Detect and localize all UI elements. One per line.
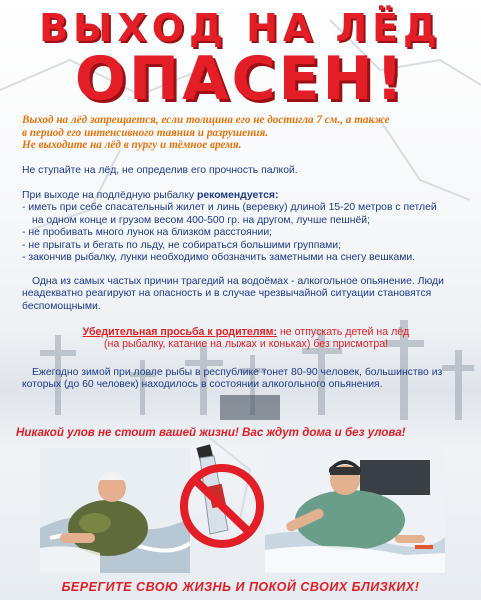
- alcohol-line: неадекватно реагируют на опасность и в случае чрезвычайной ситуации становятся: [22, 288, 432, 300]
- fishing-intro-text: При выходе на подлёдную рыбалку: [22, 190, 195, 201]
- warning-line: в период его интенсивного таяния и разрушения.: [22, 126, 269, 139]
- fishing-intro: [22, 190, 470, 202]
- no-alcohol-sign: [170, 440, 270, 550]
- parents-rest: не отпускать детей на лёд: [277, 326, 410, 338]
- title-line-2: ОПАСЕН!: [74, 44, 407, 114]
- fishing-item: - не пробивать много лунок на близком расстоянии;: [22, 227, 273, 239]
- title-line-1: ВЫХОД НА ЛЁД: [39, 6, 442, 50]
- fishing-recommendations: [22, 190, 470, 264]
- stats-line: которых (до 60 человек) находилось в состоянии алкогольного опьянения.: [22, 379, 383, 391]
- parents-line-1: [22, 326, 470, 338]
- fishing-item: - иметь при себе спасательный жилет и линь (веревку) длиной 15-20 метров с петлей: [22, 202, 437, 214]
- fishing-intro-bold: рекомендуется:: [197, 190, 279, 201]
- warning-line: Не выходите на лёд в пургу и тёмное время.: [22, 139, 242, 151]
- drowning-man-photo-right: [265, 445, 445, 573]
- warning-line: Выход на лёд запрещается, если толщина его не достигла 7 см., а также: [22, 114, 390, 126]
- fishing-item: на одном конце и грузом весом 400-500 гр. на другом, лучше пешнёй;: [32, 214, 370, 226]
- parents-request: [22, 326, 470, 351]
- footer-slogan: БЕРЕГИТЕ СВОЮ ЖИЗНЬ И ПОКОЙ СВОИХ БЛИЗКИХ!: [61, 580, 420, 594]
- fishing-item: - не прыгать и бегать по льду, не собираться большими группами;: [22, 239, 341, 251]
- fishing-item: - закончив рыбалку, лунки необходимо обозначить заметными на снегу вешками.: [22, 252, 416, 264]
- drowning-man-photo-left: [40, 448, 190, 573]
- parents-line-2: (на рыбалку, катание на лыжах и коньках) без присмотра!: [103, 338, 389, 351]
- alcohol-line: беспомощными.: [22, 300, 101, 312]
- stick-advice: Не ступайте на лёд, не определив его прочность палкой.: [22, 165, 298, 176]
- alcohol-line: Одна из самых частых причин трагедий на водоёмах - алкогольное опьянение. Люди: [32, 276, 444, 287]
- ice-warning: [22, 114, 462, 152]
- no-catch-banner: Никакой улов не стоит вашей жизни! Вас ждут дома и без улова!: [16, 426, 406, 439]
- parents-label: Убедительная просьба к родителям:: [82, 326, 278, 338]
- alcohol-paragraph: [22, 276, 470, 313]
- stats-paragraph: [22, 367, 470, 392]
- stats-line: Ежегодно зимой при ловле рыбы в республике тонет 80-90 человек, большинство из: [32, 367, 443, 378]
